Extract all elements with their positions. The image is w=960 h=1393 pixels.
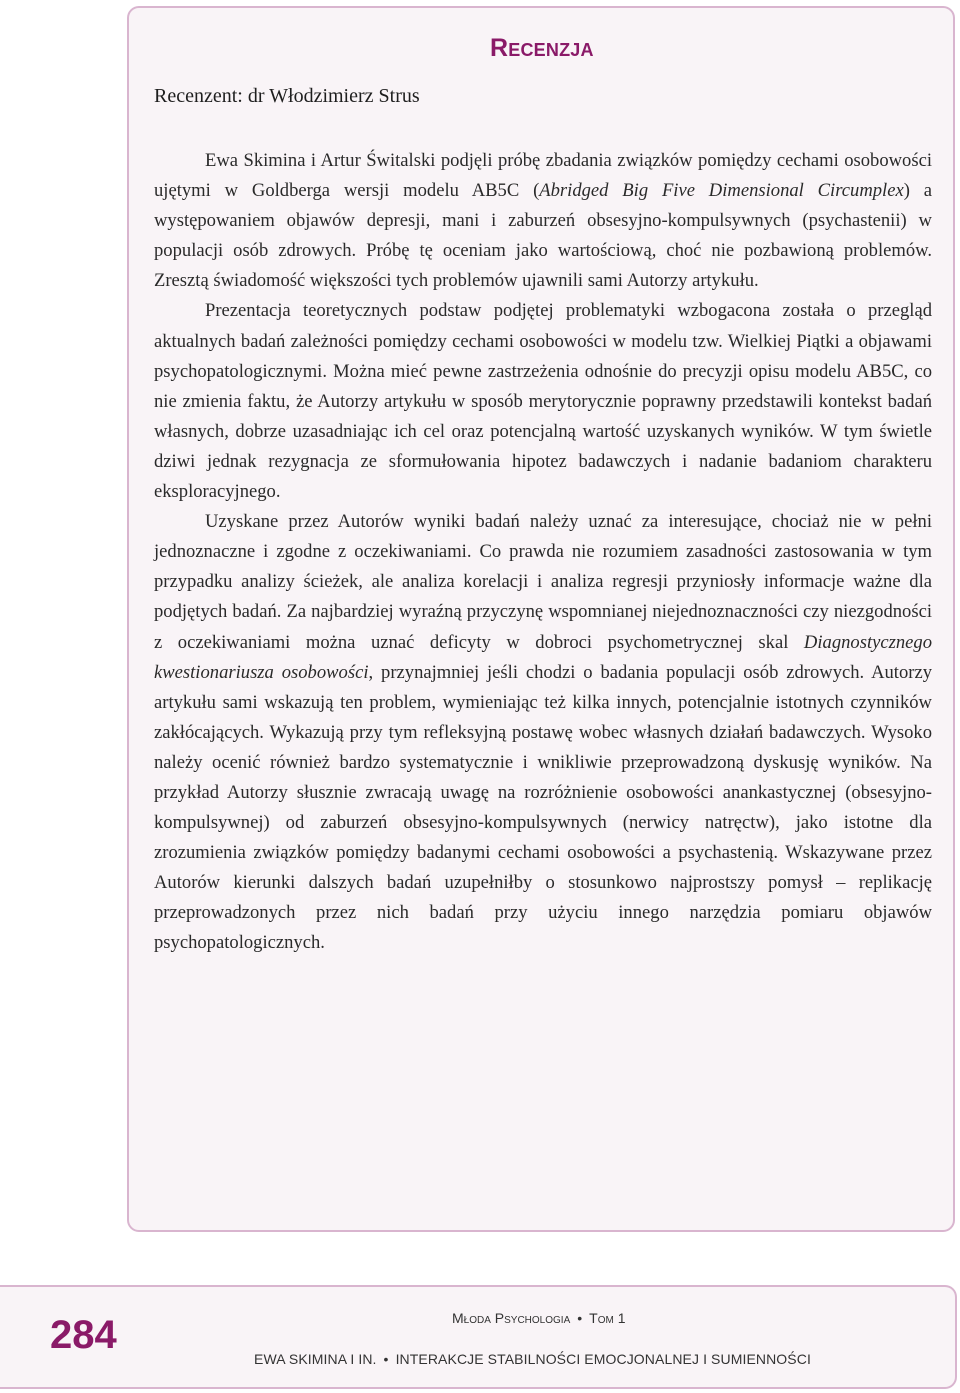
text-run: Uzyskane przez Autorów wyniki badań należy uznać za interesujące, chociaż nie w pełni jednoznaczne i zgodne z oczekiwaniami. Co prawda nie rozumiem zasadności zastosowania w tym przypadku analizy ścieżek, ale analiza korelacji i analiza regresji przyniosły informacje ważne dla podjętych badań. Za najbardziej wyraźną przyczynę wspomnianej niejednoznaczności czy niezgodności z oczekiwaniami można uznać deficyty w dobroci psychometrycznej skal (154, 511, 932, 653)
separator-dot: • (383, 1351, 389, 1367)
article-info (254, 1351, 811, 1367)
text-run: Prezentacja teoretycznych podstaw podjętej problematyki wzbogacona została o przegląd aktualnych badań zależności pomiędzy cechami osobowości w modelu tzw. Wielkiej Piątki a objawami psychopatologicznymi. Można mieć pewne zastrzeżenia odnośnie do precyzji opisu modelu AB5C, co nie zmienia faktu, że Autorzy artykułu w sposób merytorycznie poprawny przedstawili kontekst badań własnych, dobrze uzasadniając ich cel oraz potencjalną wartość uzyskanych wyników. W tym świetle dziwi jednak rezygnacja ze sformułowania hipotez badawczych i nadanie badaniom charakteru eksploracyjnego. (154, 300, 932, 503)
page-number: 284 (50, 1313, 117, 1357)
paragraph-3 (154, 507, 932, 958)
journal-name: Młoda Psychologia (452, 1310, 571, 1326)
text-run: , przynajmniej jeśli chodzi o badania populacji osób zdrowych. Autorzy artykułu sami wskazują ten problem, wymieniając też kilka innych, potencjalnie istotnych czynników zakłócających. Wykazują przy tym refleksyjną postawę wobec własnych działań badawczych. Wysoko należy ocenić również bardzo systematycznie i wnikliwie przeprowadzoną dyskusję wyników. Na przykład Autorzy słusznie zwracają uwagę na rozróżnienie osobowości anankastycznej (obsesyjno-kompulsywnej) od zaburzeń obsesyjno-kompulsywnych (nerwicy natręctw), jako istotne dla zrozumienia związków pomiędzy badanymi cechami osobowości a psychastenią. Wskazywane przez Autorów kierunki dalszych badań uzupełniłby o stosunkowo najprostszy pomysł – replikację przeprowadzonych przez nich badań przy użyciu innego narzędzia pomiaru objawów psychopatologicznych. (154, 661, 932, 954)
article-title: INTERAKCJE STABILNOŚCI EMOCJONALNEJ I SUMIENNOŚCI (395, 1351, 811, 1367)
text-run: ) a występowaniem objawów depresji, mani i zaburzeń obsesyjno-kompulsywnych (psychastenii) w populacji osób zdrowych. Próbę tę oceniam jako wartościową, choć nie pozbawioną problemów. Zresztą świadomość większości tych problemów ujawnili sami Autorzy artykułu. (154, 180, 933, 292)
review-body (154, 146, 932, 959)
journal-info (452, 1310, 626, 1326)
paragraph-2 (154, 296, 932, 507)
separator-dot: • (577, 1310, 583, 1326)
text-run: Ewa Skimina i Artur Świtalski podjęli próbę zbadania związków pomiędzy cechami osobowości ujętymi w Goldberga wersji modelu AB5C ( (154, 150, 932, 202)
article-authors: EWA SKIMINA I IN. (254, 1351, 377, 1367)
italic-run: Diagnostycznego kwestionariusza osobowości (154, 631, 932, 683)
reviewer-line: Recenzent: dr Włodzimierz Strus (154, 85, 420, 107)
paragraph-1 (154, 146, 932, 296)
page-title: Recenzja (490, 34, 594, 62)
italic-run: Abridged Big Five Dimensional Circumplex (539, 180, 904, 202)
volume: Tom 1 (589, 1310, 626, 1326)
footer-band (0, 1285, 957, 1389)
